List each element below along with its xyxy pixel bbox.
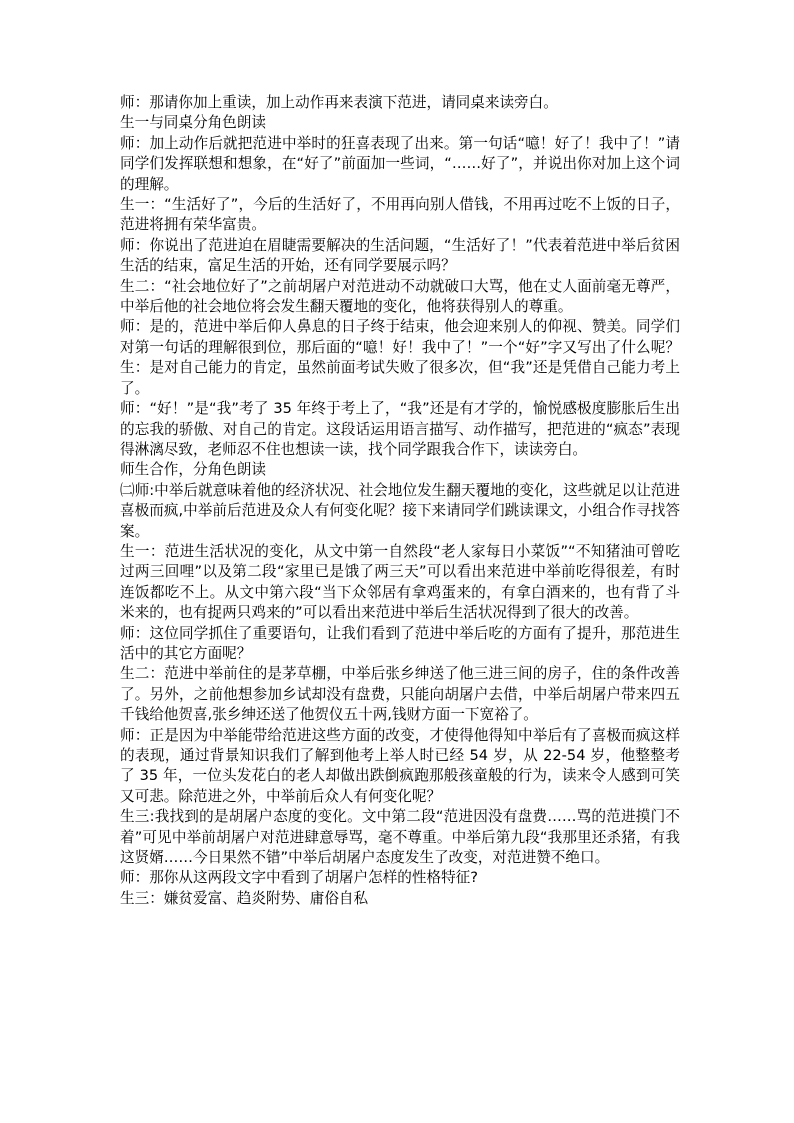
- paragraph: 师：你说出了范进迫在眉睫需要解决的生活问题，“生活好了！”代表着范进中举后贫困生活的结束，富足生活的开始，还有同学要展示吗？: [120, 236, 680, 275]
- paragraph: ㈡师:中举后就意味着他的经济状况、社会地位发生翻天覆地的变化，这些就足以让范进喜极而疯,中举前后范进及众人有何变化呢？接下来请同学们跳读课文，小组合作寻找答案。: [120, 481, 680, 540]
- paragraph: 师：那你从这两段文字中看到了胡屠户怎样的性格特征?: [120, 869, 478, 887]
- paragraph: 师：这位同学抓住了重要语句，让我们看到了范进中举后吃的方面有了提升，那范进生活中的其它方面呢？: [120, 624, 680, 662]
- paragraph: 师：“好！”是“我”考了 35 年终于考上了，“我”还是有才学的，愉悦感极度膨胀后生出的忘我的骄傲、对自己的肯定。这段话运用语言描写、动作描写，把范进的“疯态”表现得淋漓尽致，老师忍不住也想读一读，找个同学跟我合作下，读读旁白。: [120, 400, 680, 458]
- paragraph: 师：正是因为中举能带给范进这些方面的改变，才使得他得知中举后有了喜极而疯这样的表现，通过背景知识我们了解到他考上举人时已经 54 岁，从 22-54 岁，他整整考了 35 年，一位头发花白的老人却做出跌倒疯跑那般孩童般的行为，读来令人感到可笑又可悲。除范进之外，中举前后众人有何变化呢？: [120, 726, 680, 805]
- paragraph: 师：加上动作后就把范进中举时的狂喜表现了出来。第一句话“噫！好了！我中了！”请同学们发挥联想和想象，在“好了”前面加一些词，“……好了”，并说出你对加上这个词的理解。: [120, 134, 680, 193]
- paragraph: 师生合作，分角色朗读: [120, 461, 266, 479]
- paragraph: 师：是的，范进中举后仰人鼻息的日子终于结束，他会迎来别人的仰视、赞美。同学们对第一句话的理解很到位，那后面的“噫！好！我中了！”一个“好”字又写出了什么呢？生：是对自己能力的肯定，虽然前面考试失败了很多次，但“我”还是凭借自己能力考上了。: [120, 318, 680, 397]
- paragraph: 师：那请你加上重读，加上动作再来表演下范进，请同桌来读旁白。: [120, 94, 558, 111]
- paragraph: 生三:我找到的是胡屠户态度的变化。文中第二段“范进因没有盘费……骂的范进摸门不着”可见中举前胡屠户对范进肆意辱骂，毫不尊重。中举后第九段“我那里还杀猪，有我这贤婿……今日果然不错”中举后胡屠户态度发生了改变，对范进赞不绝口。: [120, 808, 680, 867]
- paragraph: 生三：嫌贫爱富、趋炎附势、庸俗自私: [120, 889, 369, 907]
- paragraph: 生一与同桌分角色朗读: [120, 114, 266, 132]
- paragraph: 生二：范进中举前住的是茅草棚，中举后张乡绅送了他三进三间的房子，住的条件改善了。另外，之前他想参加乡试却没有盘费，只能向胡屠户去借，中举后胡屠户带来四五千钱给他贺喜,张乡绅还送了他贺仪五十两,钱财方面一下宽裕了。: [120, 665, 680, 724]
- paragraph: 生一：“生活好了”，今后的生活好了，不用再向别人借钱，不用再过吃不上饭的日子，范进将拥有荣华富贵。: [120, 196, 680, 234]
- document-body: [120, 93, 680, 909]
- paragraph: 生一：范进生活状况的变化，从文中第一自然段“老人家每日小菜饭”“不知猪油可曾吃过两三回哩”以及第二段“家里已是饿了两三天”可以看出来范进中举前吃得很差，有时连饭都吃不上。从文中第六段“当下众邻居有拿鸡蛋来的，有拿白酒来的，也有背了斗米来的，也有捉两只鸡来的”可以看出来范进中举后生活状况得到了很大的改善。: [120, 542, 680, 622]
- paragraph: 生二：“社会地位好了”之前胡屠户对范进动不动就破口大骂，他在丈人面前毫无尊严，中举后他的社会地位将会发生翻天覆地的变化，他将获得别人的尊重。: [120, 277, 680, 316]
